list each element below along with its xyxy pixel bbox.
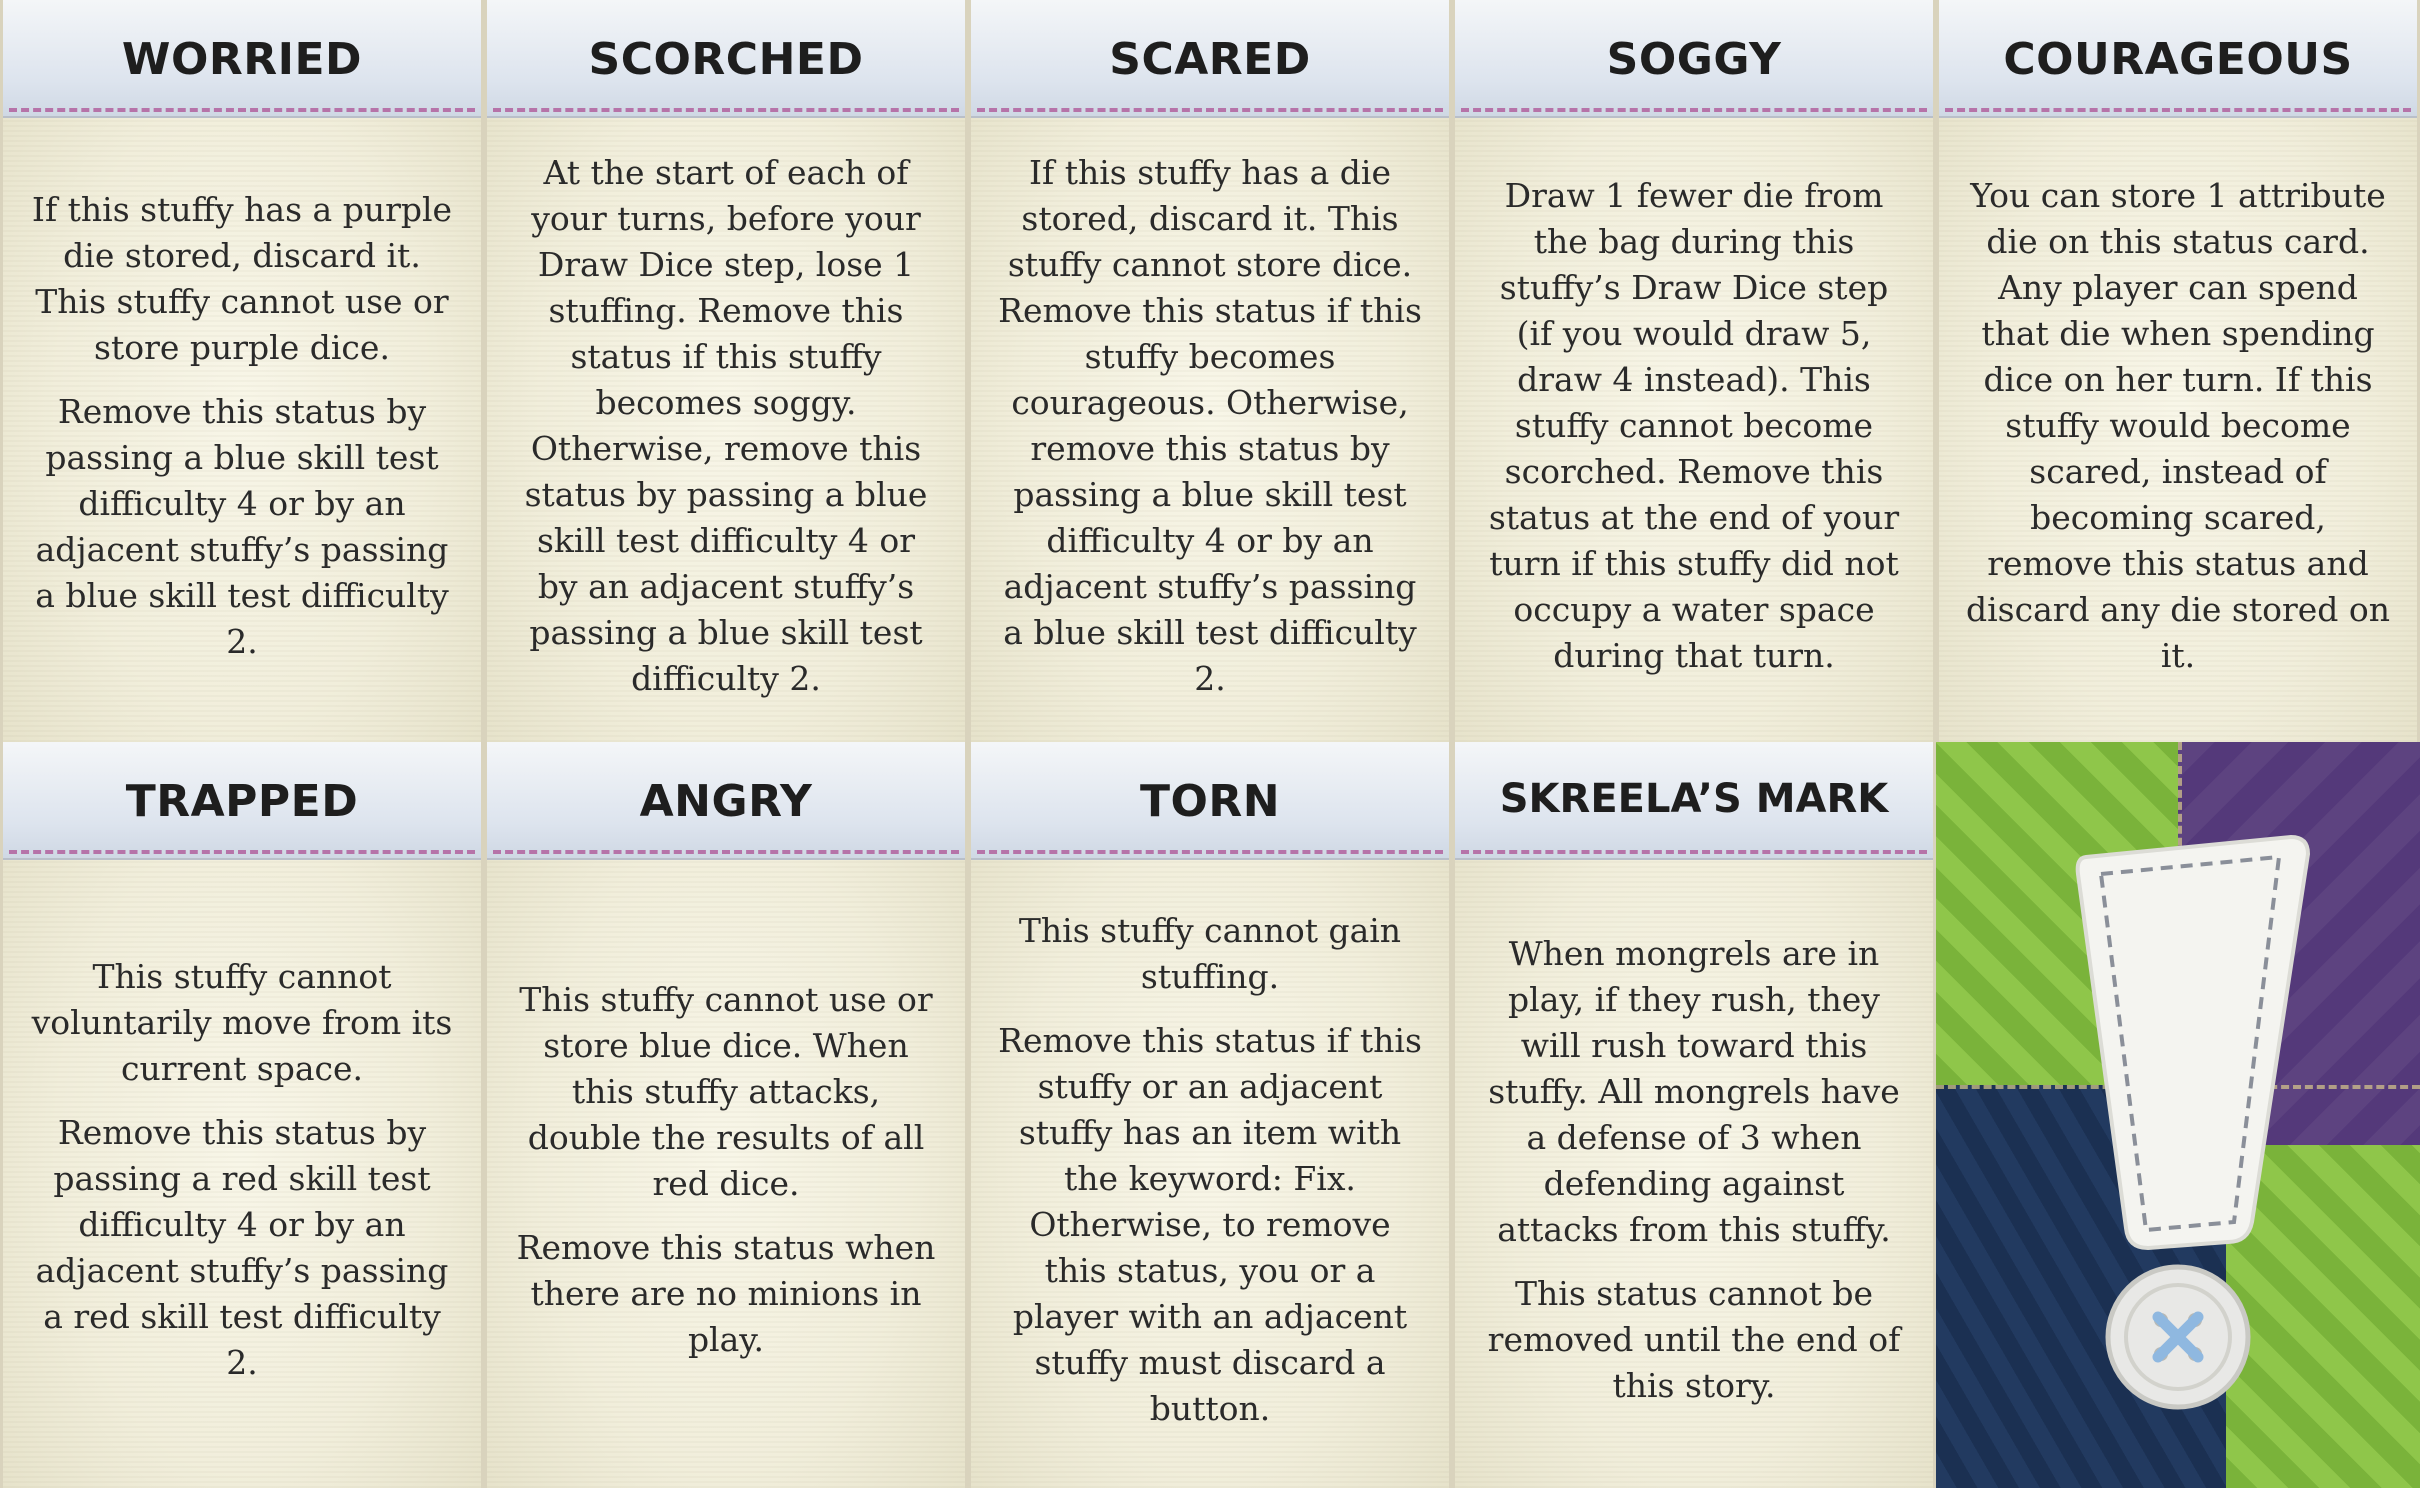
status-card-scorched[interactable] <box>484 0 968 742</box>
card-title: COURAGEOUS <box>2003 34 2353 85</box>
card-text <box>997 872 1423 1468</box>
card-paragraph: Remove this status when there are no minions in play. <box>516 1228 936 1359</box>
card-paragraph: Draw 1 fewer die from the bag during this stuffy’s Draw Dice step (if you would draw 5, draw 4 instead). This stuffy cannot become scorched. Remove this status at the end of your turn if this stuffy did not occupy a water space during that turn. <box>1488 176 1900 675</box>
card-paragraph: You can store 1 attribute die on this status card. Any player can spend that die when spending dice on her turn. If this stuffy would become scared, instead of becoming scared, remove this status and discard any die stored on it. <box>1965 176 2391 675</box>
card-text <box>1481 872 1907 1468</box>
card-title: SKREELA’S MARK <box>1499 776 1889 822</box>
card-title: SCARED <box>1109 34 1311 85</box>
card-paragraph: Remove this status if this stuffy or an adjacent stuffy has an item with the keyword: Fix. Otherwise, to remove this status, you or a player with an adjacent stuffy must discard a button. <box>998 1021 1422 1428</box>
card-text <box>513 872 939 1468</box>
status-card-back[interactable] <box>1936 742 2420 1488</box>
card-paragraph: This stuffy cannot voluntarily move from its current space. <box>31 957 453 1088</box>
card-paragraph: If this stuffy has a purple die stored, discard it. This stuffy cannot use or store purple dice. <box>31 190 453 367</box>
status-card-trapped[interactable] <box>0 742 484 1488</box>
card-text <box>29 872 455 1468</box>
status-card-courageous[interactable] <box>1936 0 2420 742</box>
card-text <box>1965 130 2391 722</box>
card-paragraph: Remove this status by passing a blue skill test difficulty 4 or by an adjacent stuffy’s passing a blue skill test difficulty 2. <box>35 392 449 661</box>
card-text <box>1481 130 1907 722</box>
card-header <box>487 742 965 860</box>
card-header <box>971 0 1449 118</box>
card-header <box>971 742 1449 860</box>
card-text <box>513 130 939 722</box>
status-card-torn[interactable] <box>968 742 1452 1488</box>
card-header <box>3 0 481 118</box>
card-title: ANGRY <box>639 776 813 827</box>
card-title: TRAPPED <box>125 776 359 827</box>
card-text <box>29 130 455 722</box>
card-paragraph: At the start of each of your turns, before your Draw Dice step, lose 1 stuffing. Remove this status if this stuffy becomes soggy. Otherwise, remove this status by passing a blue skill test difficulty 4 or by an adjacent stuffy’s passing a blue skill test difficulty 2. <box>524 153 928 698</box>
card-title: TORN <box>1139 776 1281 827</box>
card-header <box>1455 742 1933 860</box>
status-card-angry[interactable] <box>484 742 968 1488</box>
status-card-worried[interactable] <box>0 0 484 742</box>
card-paragraph: If this stuffy has a die stored, discard it. This stuffy cannot store dice. Remove this status if this stuffy becomes courageous. Otherwise, remove this status by passing a blue skill test difficulty 4 or by an adjacent stuffy’s passing a blue skill test difficulty 2. <box>998 153 1422 698</box>
card-paragraph: This status cannot be removed until the end of this story. <box>1487 1274 1901 1405</box>
card-paragraph: This stuffy cannot use or store blue dice. When this stuffy attacks, double the results of all red dice. <box>519 980 933 1203</box>
card-paragraph: When mongrels are in play, if they rush, they will rush toward this stuffy. All mongrels have a defense of 3 when defending against attacks from this stuffy. <box>1488 934 1900 1249</box>
exclamation-icon <box>1936 742 2420 1488</box>
card-paragraph: Remove this status by passing a red skill test difficulty 4 or by an adjacent stuffy’s passing a red skill test difficulty 2. <box>35 1113 449 1382</box>
card-header <box>3 742 481 860</box>
card-title: SOGGY <box>1606 34 1782 85</box>
status-card-skreelas-mark[interactable] <box>1452 742 1936 1488</box>
card-title: SCORCHED <box>588 34 864 85</box>
card-header <box>1455 0 1933 118</box>
card-paragraph: This stuffy cannot gain stuffing. <box>1018 911 1402 996</box>
status-card-soggy[interactable] <box>1452 0 1936 742</box>
status-card-scared[interactable] <box>968 0 1452 742</box>
card-title: WORRIED <box>121 34 363 85</box>
card-header <box>1939 0 2417 118</box>
card-text <box>997 130 1423 722</box>
card-header <box>487 0 965 118</box>
